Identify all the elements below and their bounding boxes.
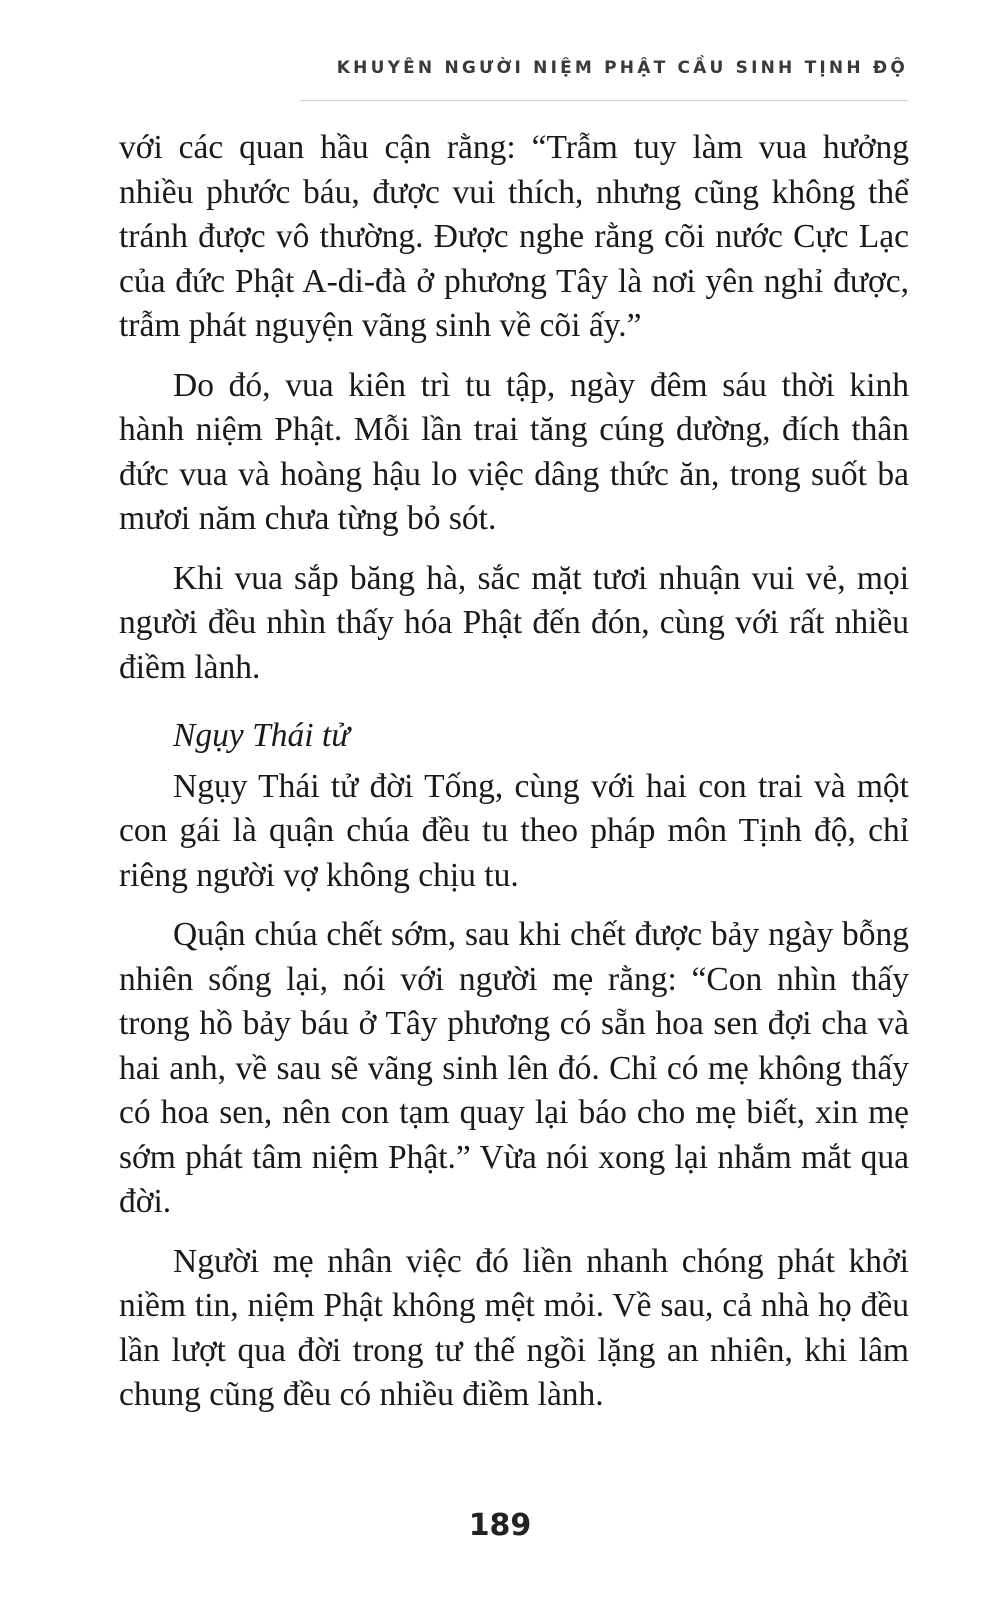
paragraph: Quận chúa chết sớm, sau khi chết được bảy ngày bỗng nhiên sống lại, nói với người mẹ rằng: “Con nhìn thấy trong hồ bảy báu ở Tây phương có sẵn hoa sen đợi cha và hai anh, về sau sẽ vãng sinh lên đó. Chỉ có mẹ không thấy có hoa sen, nên con tạm quay lại báo cho mẹ biết, xin mẹ sớm phát tâm niệm Phật.” Vừa nói xong lại nhắm mắt qua đời. <box>119 916 909 1220</box>
paragraph-continuation: với các quan hầu cận rằng: “Trẫm tuy làm vua hưởng nhiều phước báu, được vui thích, nhưng cũng không thể tránh được vô thường. Được nghe rằng cõi nước Cực Lạc của đức Phật A-di-đà ở phương Tây là nơi yên nghỉ được, trẫm phát nguyện vãng sinh về cõi ấy.” <box>119 129 909 344</box>
running-header: KHUYÊN NGƯỜI NIỆM PHẬT CẦU SINH TỊNH ĐỘ <box>336 58 908 78</box>
paragraph: Do đó, vua kiên trì tu tập, ngày đêm sáu thời kinh hành niệm Phật. Mỗi lần trai tăng cúng dường, đích thân đức vua và hoàng hậu lo việc dâng thức ăn, trong suốt ba mươi năm chưa từng bỏ sót. <box>119 366 909 537</box>
page-number: 189 <box>468 1508 532 1543</box>
paragraph: Người mẹ nhân việc đó liền nhanh chóng phát khởi niềm tin, niệm Phật không mệt mỏi. Về sau, cả nhà họ đều lần lượt qua đời trong tư thế ngồi lặng an nhiên, khi lâm chung cũng đều có nhiều điềm lành. <box>119 1242 909 1413</box>
paragraph: Ngụy Thái tử đời Tống, cùng với hai con trai và một con gái là quận chúa đều tu theo pháp môn Tịnh độ, chỉ riêng người vợ không chịu tu. <box>119 767 909 894</box>
page-body <box>119 126 909 1433</box>
header-divider <box>300 100 908 101</box>
section-subheading: Ngụy Thái tử <box>173 717 350 754</box>
paragraph: Khi vua sắp băng hà, sắc mặt tươi nhuận vui vẻ, mọi người đều nhìn thấy hóa Phật đến đón, cùng với rất nhiều điềm lành. <box>119 559 909 686</box>
